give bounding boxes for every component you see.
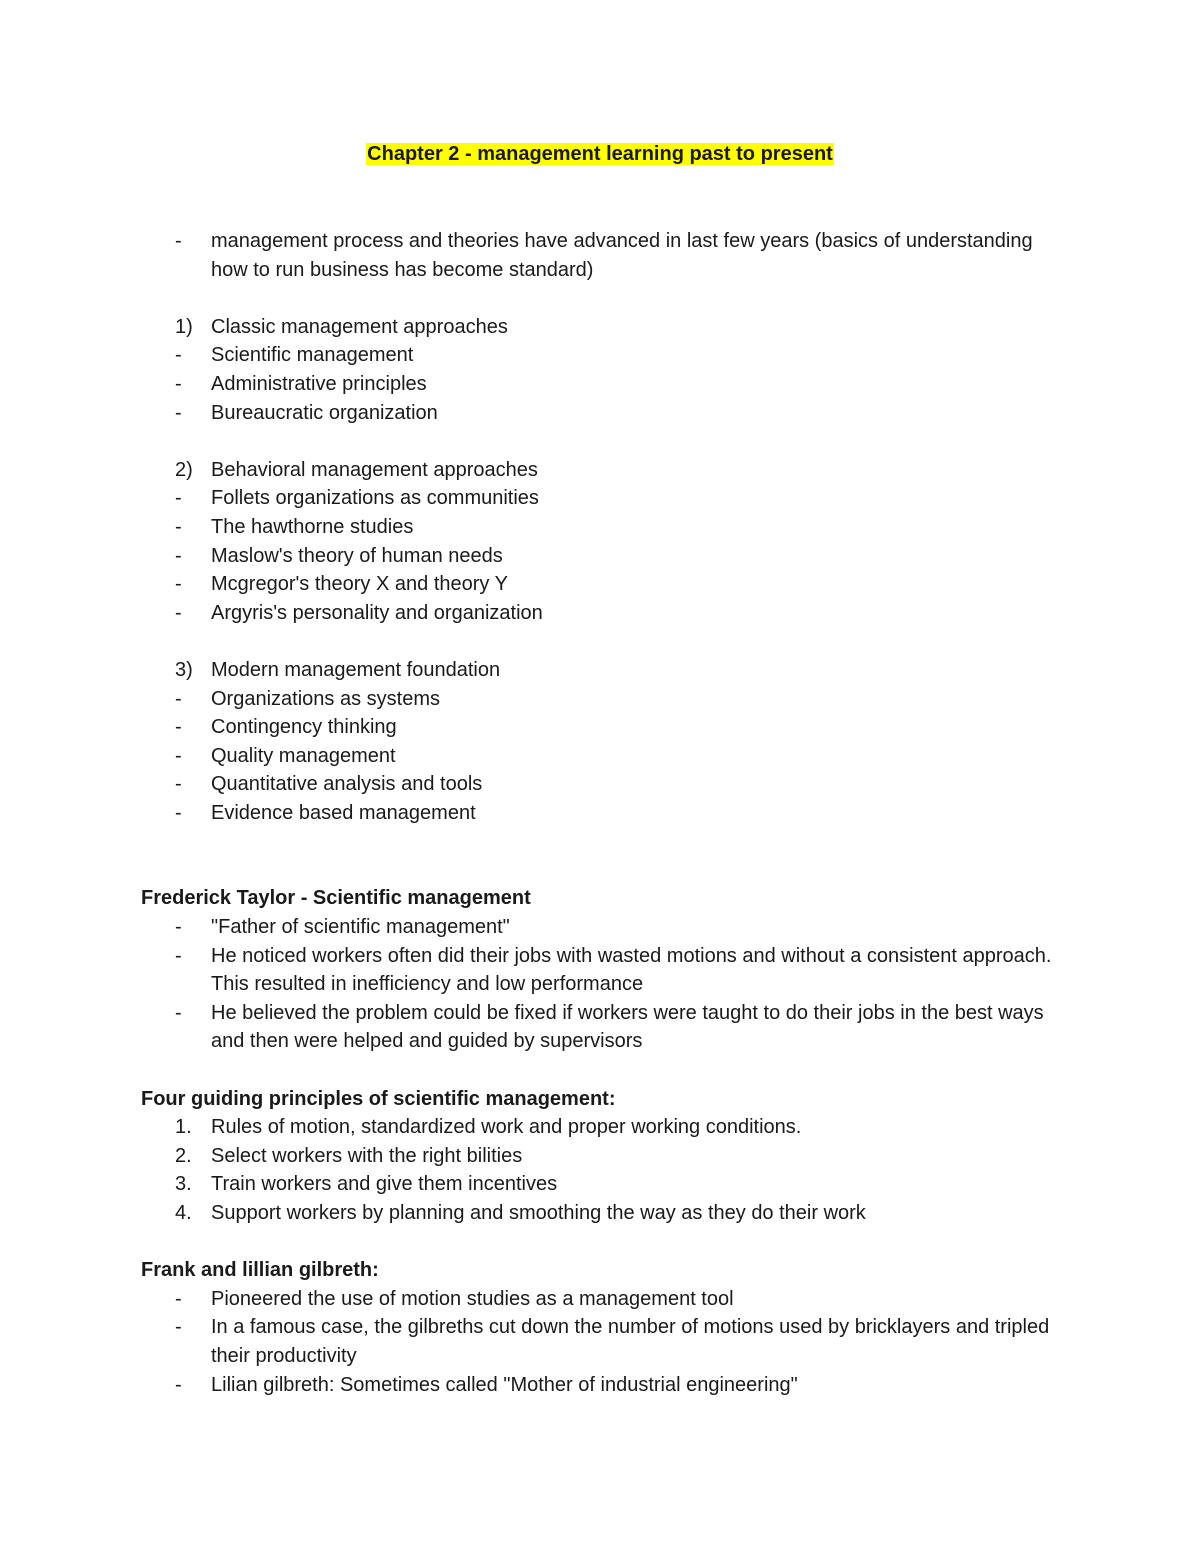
gilbreth-heading: Frank and lillian gilbreth: [141,1259,379,1282]
list-item-text: Bureaucratic organization [211,401,438,424]
list-item [0,399,1071,428]
numbered-item [0,1199,1071,1228]
number-marker: 1) [175,315,193,338]
list-item-text: Scientific management [211,344,414,367]
list-item-text: Administrative principles [211,372,427,395]
dash-marker: - [175,544,182,567]
dash-marker: - [175,601,182,624]
number-marker: 3. [175,1173,192,1196]
document-body [0,227,1200,1399]
list-item [0,713,1071,742]
number-marker: 1. [175,1116,192,1139]
dash-marker: - [175,1287,182,1310]
list-item [0,913,1071,942]
list-item [0,999,1071,1056]
list-item-text: He noticed workers often did their jobs with wasted motions and without a consistent approach. This resulted in inefficiency and low performance [211,944,1052,996]
list-item-text: Select workers with the right bilities [211,1144,523,1167]
list-item [0,770,1071,799]
list-item-text: Evidence based management [211,801,476,824]
list-item-text: Rules of motion, standardized work and proper working conditions. [211,1116,802,1139]
numbered-item [0,1170,1071,1199]
number-marker: 3) [175,658,193,681]
list-item-text: Lilian gilbreth: Sometimes called "Mother of industrial engineering" [211,1373,798,1396]
dash-marker: - [175,1001,182,1024]
list-item-text: Argyris's personality and organization [211,601,543,624]
list-item [0,685,1071,714]
list-item [0,799,1071,828]
list-item-text: In a famous case, the gilbreths cut down the number of motions used by bricklayers and tripled their productivity [211,1316,1050,1367]
section-label: Behavioral management approaches [211,458,538,481]
number-marker: 4. [175,1202,192,1224]
list-item-text: "Father of scientific management" [211,916,510,939]
list-item [0,742,1071,771]
list-item [0,1285,1071,1314]
list-item [0,542,1071,571]
list-item-text: Quality management [211,744,396,767]
dash-marker: - [175,573,182,596]
number-marker: 2) [175,458,193,481]
section-label: Classic management approaches [211,315,508,338]
document-title [0,141,1200,167]
dash-marker: - [175,801,182,824]
list-item-text: Maslow's theory of human needs [211,544,503,567]
dash-marker: - [175,344,182,367]
number-marker: 2. [175,1144,192,1167]
dash-marker: - [175,372,182,395]
list-item-text: Follets organizations as communities [211,487,539,510]
list-item-text: Quantitative analysis and tools [211,773,483,796]
section-label: Modern management foundation [211,658,501,681]
list-item [0,484,1071,513]
section-heading-3 [0,656,1071,685]
intro-item [0,227,1071,284]
list-item-text: Organizations as systems [211,687,440,710]
list-item-text: He believed the problem could be fixed if workers were taught to do their jobs in the best ways and then were helped and guided by supervisors [211,1001,1044,1053]
dash-marker: - [175,944,182,967]
dash-marker: - [175,916,182,939]
dash-marker: - [175,487,182,510]
section-heading-2 [0,456,1071,485]
dash-marker: - [175,401,182,424]
dash-marker: - [175,1373,182,1396]
list-item-text: Support workers by planning and smoothing the way as they do their work [211,1202,866,1224]
list-item [0,513,1071,542]
list-item-text: Train workers and give them incentives [211,1173,558,1196]
list-item-text: Mcgregor's theory X and theory Y [211,573,508,596]
list-item [0,570,1071,599]
dash-marker: - [175,744,182,767]
list-item [0,1313,1071,1370]
list-item [0,599,1071,628]
numbered-item [0,1142,1071,1171]
numbered-item [0,1113,1071,1142]
dash-marker: - [175,773,182,796]
dash-marker: - [175,687,182,710]
principles-heading: Four guiding principles of scientific management: [141,1087,616,1110]
dash-marker: - [175,515,182,538]
list-item [0,942,1071,999]
intro-text: management process and theories have advanced in last few years (basics of understanding how to run business has become standard) [211,230,1033,281]
dash-marker: - [175,716,182,739]
list-item-text: Pioneered the use of motion studies as a management tool [211,1287,734,1310]
dash-marker: - [175,230,182,252]
list-item [0,341,1071,370]
taylor-heading: Frederick Taylor - Scientific management [141,887,531,910]
section-heading-1 [0,313,1071,342]
title-highlight: Chapter 2 - management learning past to present [367,143,833,165]
dash-marker: - [175,1316,182,1339]
list-item-text: The hawthorne studies [211,515,414,538]
list-item-text: Contingency thinking [211,716,397,739]
list-item [0,370,1071,399]
list-item [0,1371,1071,1400]
